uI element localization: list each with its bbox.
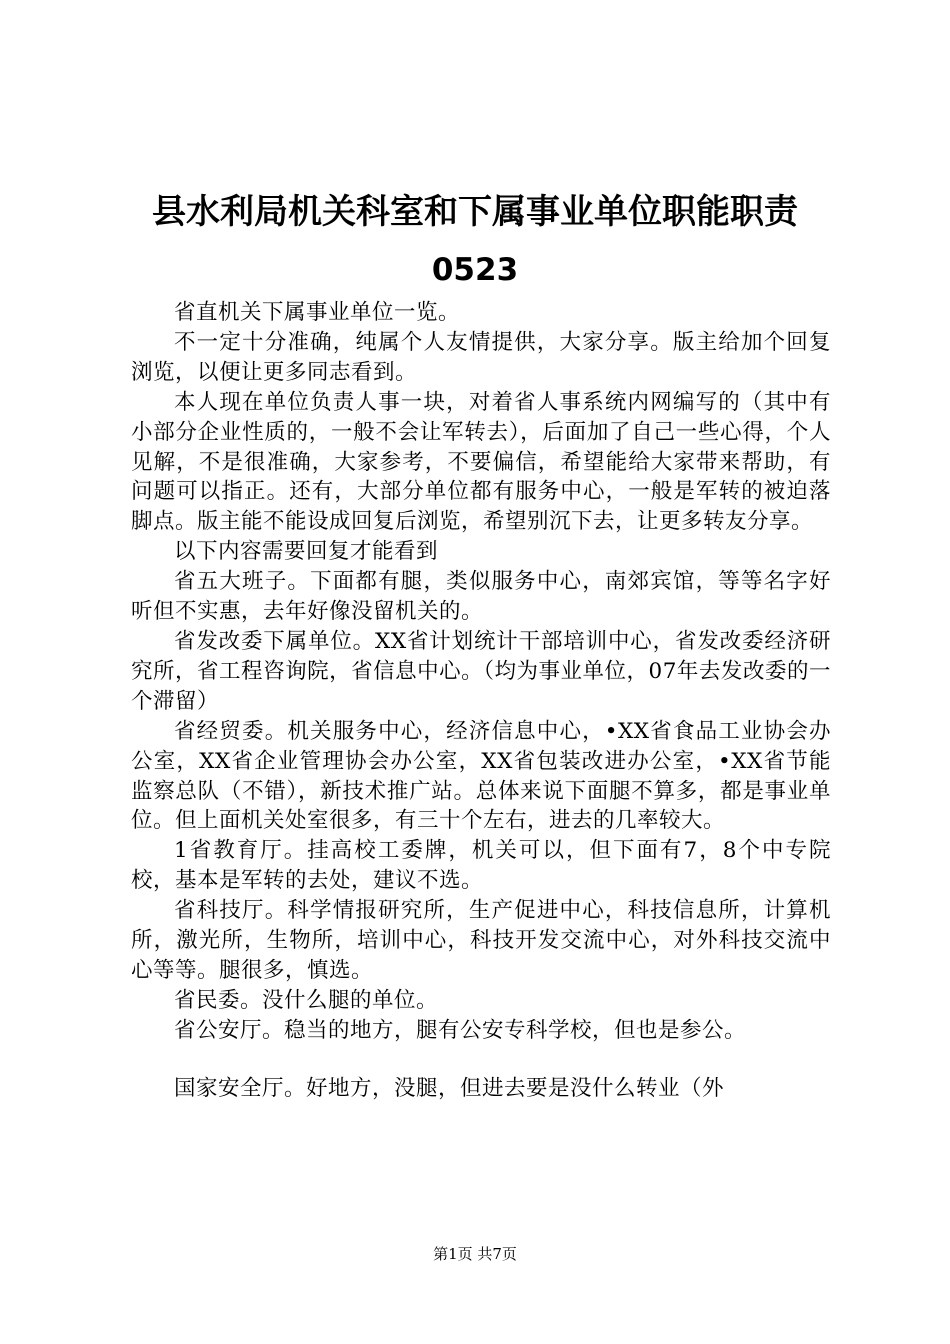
document-title-code: 0523 bbox=[431, 252, 519, 288]
paragraph: 1省教育厅。挂高校工委牌，机关可以，但下面有7，8个中专院校，基本是军转的去处，建议不选。 bbox=[131, 838, 831, 894]
paragraph: 以下内容需要回复才能看到 bbox=[174, 539, 439, 565]
paragraph: 省公安厅。稳当的地方，腿有公安专科学校，但也是参公。 bbox=[174, 1017, 747, 1043]
paragraph: 不一定十分准确，纯属个人友情提供，大家分享。版主给加个回复浏览，以便让更多同志看到。 bbox=[131, 329, 831, 385]
document-title: 县水利局机关科室和下属事业单位职能职责 bbox=[152, 192, 798, 232]
paragraph: 省发改委下属单位。XX省计划统计干部培训中心，省发改委经济研究所，省工程咨询院，省信息中心。（均为事业单位，07年去发改委的一个滞留） bbox=[131, 628, 831, 714]
paragraph: 省直机关下属事业单位一览。 bbox=[174, 300, 461, 325]
paragraph: 省经贸委。机关服务中心，经济信息中心，•XX省食品工业协会办公室，XX省企业管理协会办公室，XX省包装改进办公室，•XX省节能监察总队（不错），新技术推广站。总体来说下面腿不算多，都是事业单位。但上面机关处室很多，有三十个左右，进去的几率较大。 bbox=[131, 718, 831, 834]
page-footer: 第1页 共7页 bbox=[433, 1245, 517, 1263]
paragraph: 省科技厅。科学情报研究所，生产促进中心，科技信息所，计算机所，激光所，生物所，培训中心，科技开发交流中心，对外科技交流中心等等。腿很多，慎选。 bbox=[131, 898, 831, 983]
paragraph: 省民委。没什么腿的单位。 bbox=[174, 987, 439, 1013]
document-body bbox=[131, 298, 831, 1104]
paragraph: 省五大班子。下面都有腿，类似服务中心，南郊宾馆，等等名字好听但不实惠，去年好像没留机关的。 bbox=[131, 569, 831, 625]
paragraph: 本人现在单位负责人事一块，对着省人事系统内网编写的（其中有小部分企业性质的，一般不会让军转去），后面加了自己一些心得，个人见解，不是很准确，大家参考，不要偏信，希望能给大家带来帮助，有问题可以指正。还有，大部分单位都有服务中心，一般是军转的被迫落脚点。版主能不能设成回复后浏览，希望别沉下去，让更多转友分享。 bbox=[131, 389, 831, 535]
paragraph: 国家安全厅。好地方，没腿，但进去要是没什么转业（外 bbox=[174, 1075, 725, 1101]
